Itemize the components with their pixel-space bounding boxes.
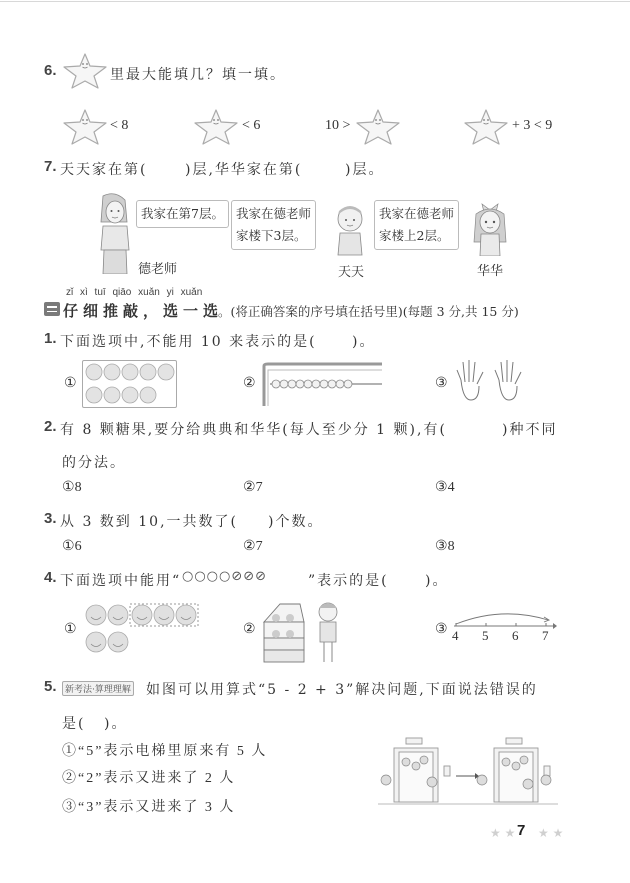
bubble-text: 我家在第7层。	[141, 206, 224, 221]
option-marker: ①	[62, 744, 78, 759]
q1-option-2-marker[interactable]: ②	[243, 376, 256, 391]
star-icon	[193, 108, 239, 146]
q4-text-end: )。	[425, 573, 449, 589]
q1-number: 1.	[44, 330, 57, 347]
teacher-illustration	[95, 192, 135, 274]
ten-frame-image	[82, 360, 177, 408]
section-note: 。(将正确答案的序号填在括号里)(每题 3 分,共 15 分)	[218, 304, 519, 319]
label-huahua: 华华	[477, 264, 504, 279]
decorative-stars-right: ★ ★	[538, 826, 564, 840]
q6-item-2-suffix: < 6	[242, 118, 261, 133]
q6-number: 6.	[44, 62, 57, 79]
q2-option-3[interactable]	[435, 479, 455, 496]
q2-option-2[interactable]	[243, 479, 263, 496]
section-title: 仔细推敲，选一选	[63, 302, 224, 320]
star-icon	[355, 108, 401, 146]
q2-text: 有 8 颗糖果,要分给典典和华华(每人至少分 1 颗),有(	[60, 422, 447, 438]
number-line-tick-7: 7	[542, 628, 549, 643]
new-method-badge	[62, 677, 134, 696]
option-label: “5”表示电梯里原来有 5 人	[78, 744, 268, 759]
star-icon	[463, 108, 509, 146]
hands-image	[455, 360, 525, 402]
label-teacher: 德老师	[138, 262, 178, 277]
q7-text-b: )层,华华家在第(	[185, 162, 303, 178]
label-tiantian: 天天	[338, 265, 365, 280]
q5-option-3[interactable]	[62, 796, 235, 816]
abacus-image	[262, 362, 382, 406]
option-label: 7	[255, 480, 263, 495]
option-marker: ②	[243, 480, 256, 495]
q5-option-2[interactable]	[62, 767, 235, 787]
q2-text-mid: )种不同	[502, 422, 558, 438]
decorative-stars-left: ★ ★	[490, 826, 516, 840]
q1-text-end: )。	[352, 334, 376, 350]
q2-number: 2.	[44, 418, 57, 435]
bubble-text-line1: 我家在德老师	[236, 206, 312, 221]
q1-option-3-marker[interactable]: ③	[435, 376, 448, 391]
option-marker: ②	[243, 539, 256, 554]
q4-text-pre: 下面选项中能用“	[60, 573, 182, 589]
section-number-icon	[44, 302, 60, 316]
q7-number: 7.	[44, 158, 57, 175]
q2-text-line2: 的分法。	[62, 455, 126, 471]
q3-option-3[interactable]	[435, 538, 455, 555]
star-icon	[62, 52, 108, 90]
speech-bubble-teacher	[136, 200, 229, 228]
smiley-faces-image	[82, 602, 200, 658]
q5-text: 如图可以用算式“5 - 2 + 3”解决问题,下面说法错误的	[146, 682, 538, 698]
q1-option-1-marker[interactable]: ①	[64, 376, 77, 391]
option-marker: ③	[435, 539, 448, 554]
number-line-tick-5: 5	[482, 628, 489, 643]
q4-number: 4.	[44, 569, 57, 586]
option-label: 7	[255, 539, 263, 554]
option-marker: ③	[62, 800, 78, 815]
top-border	[0, 1, 630, 2]
q5-text-end: )。	[104, 716, 128, 732]
q4-circle-diagram: ○○○○⊘⊘⊘	[182, 569, 268, 584]
q7-text-c: )层。	[345, 162, 385, 178]
q6-prompt: 里最大能填几？填一填。	[110, 67, 286, 83]
tiantian-illustration	[328, 205, 372, 257]
option-marker: ③	[435, 480, 448, 495]
option-label: 4	[447, 480, 455, 495]
q4-option-1-marker[interactable]: ①	[64, 622, 77, 637]
bubble-text-line2: 家楼下3层。	[236, 228, 307, 243]
option-label: 8	[447, 539, 455, 554]
q5-text-line2: 是(	[62, 716, 86, 732]
q7-text-a: 天天家在第(	[60, 162, 148, 178]
option-marker: ①	[62, 539, 75, 554]
option-label: “2”表示又进来了 2 人	[78, 771, 236, 786]
q6-item-3-prefix: 10 >	[325, 118, 351, 133]
section-pinyin: zǐ xì tuī qiāo xuǎn yi xuǎn	[66, 287, 203, 298]
q3-text: 从 3 数到 10,一共数了(	[60, 514, 238, 530]
option-marker: ①	[62, 480, 75, 495]
page-number: 7	[517, 822, 526, 839]
speech-bubble-huahua	[374, 200, 459, 250]
q6-item-4-suffix: + 3 < 9	[512, 118, 553, 133]
q5-number: 5.	[44, 678, 57, 695]
option-label: 6	[74, 539, 82, 554]
number-line-tick-4: 4	[452, 628, 459, 643]
option-label: 8	[74, 480, 82, 495]
speech-bubble-tiantian	[231, 200, 316, 250]
option-label: “3”表示又进来了 3 人	[78, 800, 236, 815]
q2-option-1[interactable]	[62, 479, 82, 496]
q3-option-2[interactable]	[243, 538, 263, 555]
q6-item-1-suffix: < 8	[110, 118, 129, 133]
q3-option-1[interactable]	[62, 538, 82, 555]
bubble-text-line2: 家楼上2层。	[379, 228, 450, 243]
q3-text-end: )个数。	[268, 514, 324, 530]
number-line-tick-6: 6	[512, 628, 519, 643]
badge-text: 新考法·算理理解	[62, 681, 134, 696]
q4-option-2-marker[interactable]: ②	[243, 622, 256, 637]
star-icon	[62, 108, 108, 146]
q4-text-post: ”表示的是(	[308, 573, 389, 589]
q4-option-3-marker[interactable]: ③	[435, 622, 448, 637]
bubble-text-line1: 我家在德老师	[379, 206, 455, 221]
huahua-illustration	[468, 198, 512, 256]
option-marker: ②	[62, 771, 78, 786]
q1-text: 下面选项中,不能用 10 来表示的是(	[60, 334, 317, 350]
q5-option-1[interactable]	[62, 740, 267, 760]
bakery-boy-image	[260, 600, 346, 664]
elevator-illustration	[378, 736, 558, 812]
q3-number: 3.	[44, 510, 57, 527]
